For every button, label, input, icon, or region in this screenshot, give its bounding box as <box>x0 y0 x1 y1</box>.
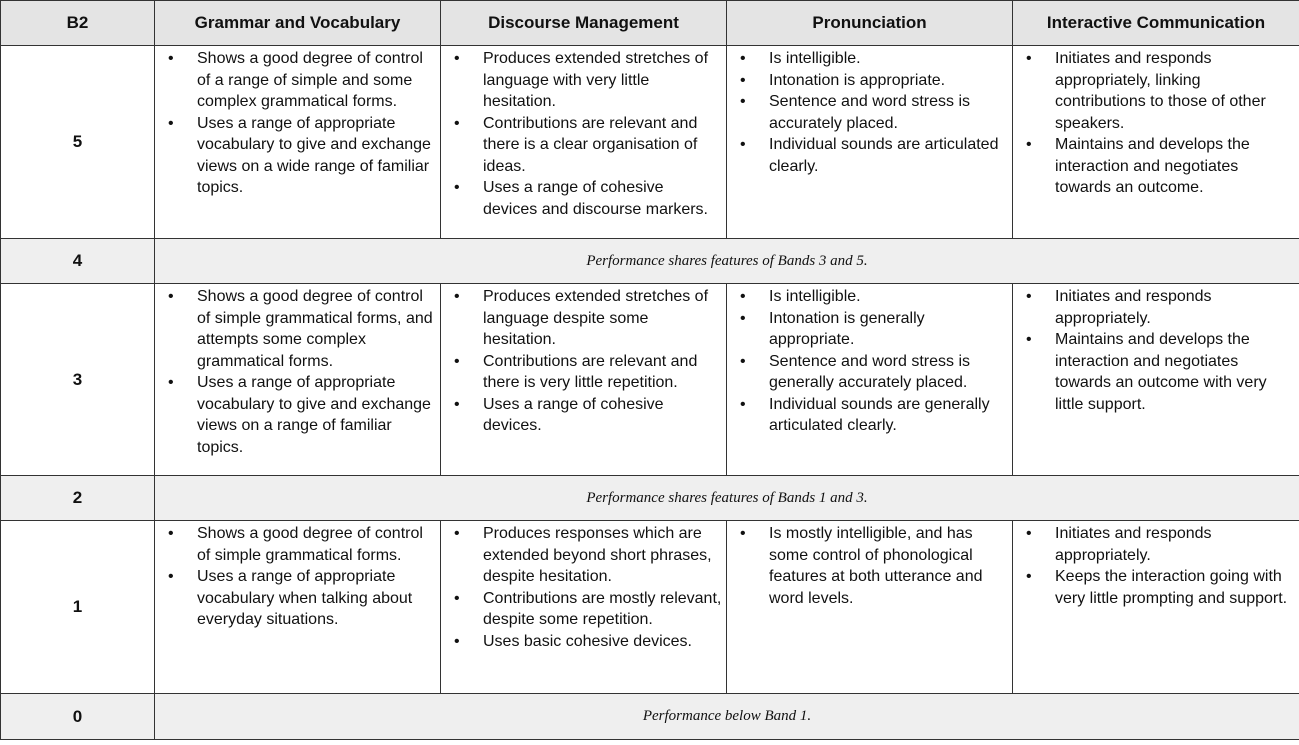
discourse-management-cell <box>441 46 727 239</box>
band-number: 2 <box>1 476 155 521</box>
grammar-vocabulary-header: Grammar and Vocabulary <box>155 1 441 46</box>
pronunciation-cell <box>727 284 1013 476</box>
descriptor-item: • Contributions are mostly relevant, despite some repetition. <box>483 588 722 631</box>
descriptor-item: • Keeps the interaction going with very little prompting and support. <box>1055 566 1295 609</box>
descriptor-item: • Is intelligible. <box>769 286 1008 308</box>
level-header: B2 <box>1 1 155 46</box>
descriptor-list <box>1013 521 1299 609</box>
interactive-communication-header: Interactive Communication <box>1013 1 1299 46</box>
descriptor-item: • Intonation is generally appropriate. <box>769 308 1008 351</box>
descriptor-item: • Sentence and word stress is accurately placed. <box>769 91 1008 134</box>
descriptor-item: • Uses basic cohesive devices. <box>483 631 722 653</box>
descriptor-item: • Initiates and responds appropriately. <box>1055 523 1295 566</box>
descriptor-item: • Is intelligible. <box>769 48 1008 70</box>
band-number: 0 <box>1 694 155 740</box>
descriptor-list <box>155 521 440 631</box>
pronunciation-cell <box>727 521 1013 694</box>
descriptor-item: • Produces extended stretches of language with very little hesitation. <box>483 48 722 113</box>
descriptor-item: • Uses a range of cohesive devices. <box>483 394 722 437</box>
descriptor-list <box>441 46 726 220</box>
interactive-communication-cell <box>1013 46 1299 239</box>
header-row <box>1 1 1299 46</box>
descriptor-item: • Produces responses which are extended beyond short phrases, despite hesitation. <box>483 523 722 588</box>
descriptor-item: • Uses a range of cohesive devices and discourse markers. <box>483 177 722 220</box>
band-note: Performance shares features of Bands 1 and 3. <box>155 476 1299 521</box>
descriptor-item: • Shows a good degree of control of simple grammatical forms, and attempts some complex grammatical forms. <box>197 286 436 372</box>
band-row-5 <box>1 46 1299 239</box>
grammar-vocabulary-cell <box>155 284 441 476</box>
descriptor-item: • Uses a range of appropriate vocabulary to give and exchange views on a wide range of familiar topics. <box>197 113 436 199</box>
band-row-3 <box>1 284 1299 476</box>
band-row-4 <box>1 239 1299 284</box>
descriptor-item: • Initiates and responds appropriately, linking contributions to those of other speakers. <box>1055 48 1295 134</box>
descriptor-item: • Contributions are relevant and there is a clear organisation of ideas. <box>483 113 722 178</box>
descriptor-list <box>155 284 440 458</box>
band-number: 3 <box>1 284 155 476</box>
interactive-communication-cell <box>1013 521 1299 694</box>
descriptor-item: • Individual sounds are articulated clearly. <box>769 134 1008 177</box>
descriptor-list <box>1013 284 1299 415</box>
descriptor-list <box>1013 46 1299 199</box>
band-number: 5 <box>1 46 155 239</box>
descriptor-item: • Produces extended stretches of language despite some hesitation. <box>483 286 722 351</box>
descriptor-item: • Is mostly intelligible, and has some control of phonological features at both utterance and word levels. <box>769 523 1008 609</box>
interactive-communication-cell <box>1013 284 1299 476</box>
discourse-management-header: Discourse Management <box>441 1 727 46</box>
descriptor-item: • Sentence and word stress is generally accurately placed. <box>769 351 1008 394</box>
grammar-vocabulary-cell <box>155 521 441 694</box>
descriptor-list <box>727 521 1012 609</box>
discourse-management-cell <box>441 521 727 694</box>
descriptor-list <box>155 46 440 199</box>
band-number: 1 <box>1 521 155 694</box>
descriptor-item: • Maintains and develops the interaction and negotiates towards an outcome. <box>1055 134 1295 199</box>
descriptor-item: • Initiates and responds appropriately. <box>1055 286 1295 329</box>
band-note: Performance below Band 1. <box>155 694 1299 740</box>
descriptor-item: • Uses a range of appropriate vocabulary when talking about everyday situations. <box>197 566 436 631</box>
descriptor-list <box>727 284 1012 437</box>
band-row-2 <box>1 476 1299 521</box>
band-number: 4 <box>1 239 155 284</box>
descriptor-item: • Contributions are relevant and there is very little repetition. <box>483 351 722 394</box>
band-row-1 <box>1 521 1299 694</box>
pronunciation-cell <box>727 46 1013 239</box>
descriptor-item: • Uses a range of appropriate vocabulary to give and exchange views on a range of familiar topics. <box>197 372 436 458</box>
descriptor-item: • Individual sounds are generally articulated clearly. <box>769 394 1008 437</box>
band-row-0 <box>1 694 1299 740</box>
descriptor-list <box>441 521 726 652</box>
descriptor-list <box>727 46 1012 177</box>
descriptor-item: • Intonation is appropriate. <box>769 70 1008 92</box>
pronunciation-header: Pronunciation <box>727 1 1013 46</box>
discourse-management-cell <box>441 284 727 476</box>
descriptor-list <box>441 284 726 437</box>
descriptor-item: • Shows a good degree of control of simple grammatical forms. <box>197 523 436 566</box>
band-note: Performance shares features of Bands 3 and 5. <box>155 239 1299 284</box>
descriptor-item: • Maintains and develops the interaction and negotiates towards an outcome with very little support. <box>1055 329 1295 415</box>
grammar-vocabulary-cell <box>155 46 441 239</box>
descriptor-item: • Shows a good degree of control of a range of simple and some complex grammatical forms. <box>197 48 436 113</box>
